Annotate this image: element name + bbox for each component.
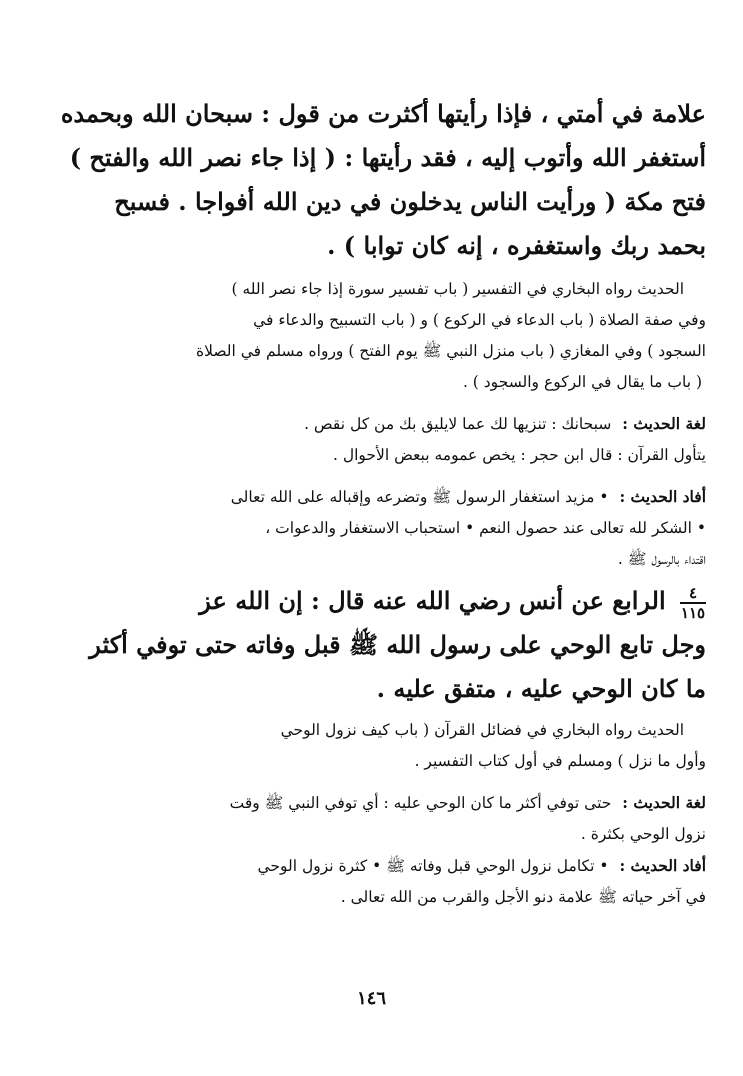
- hadith-3-afada: [58, 481, 706, 575]
- afada-text: في آخر حياته ﷺ علامة دنو الأجل والقرب من الله تعالى .: [340, 888, 706, 906]
- hadith-3-matn: [58, 92, 706, 268]
- takhrij-line: السجود ) وفي المغازي ( باب منزل النبي ﷺ يوم الفتح ) ورواه مسلم في الصلاة: [196, 342, 706, 360]
- afada-text: • مزيد استغفار الرسول ﷺ وتضرعه وإقباله على الله تعالى: [230, 488, 609, 506]
- hadith-3-takhrij: [58, 274, 706, 398]
- lugha-text: نزول الوحي بكثرة .: [580, 825, 706, 843]
- takhrij-line: وفي صفة الصلاة ( باب الدعاء في الركوع ) و ( باب التسبيح والدعاء في: [253, 311, 706, 329]
- hadith-4-lugha: [58, 787, 706, 850]
- matn-line: فتح مكة ( ورأيت الناس يدخلون في دين الله أفواجا . فسبح: [114, 187, 706, 216]
- matn-line: ما كان الوحي عليه ، متفق عليه .: [376, 674, 706, 703]
- lugha-text: حتى توفي أكثر ما كان الوحي عليه : أي توفي النبي ﷺ وقت: [229, 794, 612, 812]
- afada-label: أفاد الحديث :: [619, 856, 706, 875]
- hadith-number-bottom: ١١٥: [680, 603, 706, 622]
- afada-label: أفاد الحديث :: [619, 487, 706, 506]
- page-number: ١٤٦: [356, 988, 386, 1009]
- afada-text: • الشكر لله تعالى عند حصول النعم • استحباب الاستغفار والدعوات ،: [265, 519, 706, 537]
- afada-text: • تكامل نزول الوحي قبل وفاته ﷺ • كثرة نزول الوحي: [257, 857, 609, 875]
- hadith-4-matn: [58, 579, 706, 711]
- matn-line: علامة في أمتي ، فإذا رأيتها أكثرت من قول : سبحان الله وبحمده: [60, 99, 706, 128]
- matn-line: الرابع عن أنس رضي الله عنه قال : إن الله عز: [199, 586, 666, 615]
- lugha-label: لغة الحديث :: [622, 414, 706, 433]
- takhrij-line: وأول ما نزل ) ومسلم في أول كتاب التفسير .: [414, 752, 706, 770]
- afada-text: اقتداء بالرسول ﷺ .: [617, 550, 706, 568]
- page-body: [58, 92, 706, 913]
- hadith-4-takhrij: [58, 715, 706, 777]
- lugha-text: يتأول القرآن : قال ابن حجر : يخص عمومه ببعض الأحوال .: [333, 446, 706, 464]
- hadith-number-top: ٤: [688, 583, 698, 602]
- hadith-4-afada: [58, 850, 706, 913]
- matn-line: أستغفر الله وأتوب إليه ، فقد رأيتها : ( إذا جاء نصر الله والفتح ): [69, 143, 706, 172]
- lugha-label: لغة الحديث :: [622, 793, 706, 812]
- lugha-text: سبحانك : تنزيها لك عما لايليق بك من كل نقص .: [304, 415, 612, 433]
- hadith-number: [680, 585, 706, 621]
- matn-line: بحمد ربك واستغفره ، إنه كان توابا ) .: [327, 231, 706, 260]
- takhrij-line: الحديث رواه البخاري في التفسير ( باب تفسير سورة إذا جاء نصر الله ): [231, 280, 684, 298]
- matn-line: وجل تابع الوحي على رسول الله ﷺ قبل وفاته حتى توفي أكثر: [89, 630, 706, 659]
- takhrij-line: ( باب ما يقال في الركوع والسجود ) .: [462, 373, 702, 391]
- hadith-3-lugha: [58, 408, 706, 471]
- takhrij-line: الحديث رواه البخاري في فضائل القرآن ( باب كيف نزول الوحي: [280, 721, 684, 739]
